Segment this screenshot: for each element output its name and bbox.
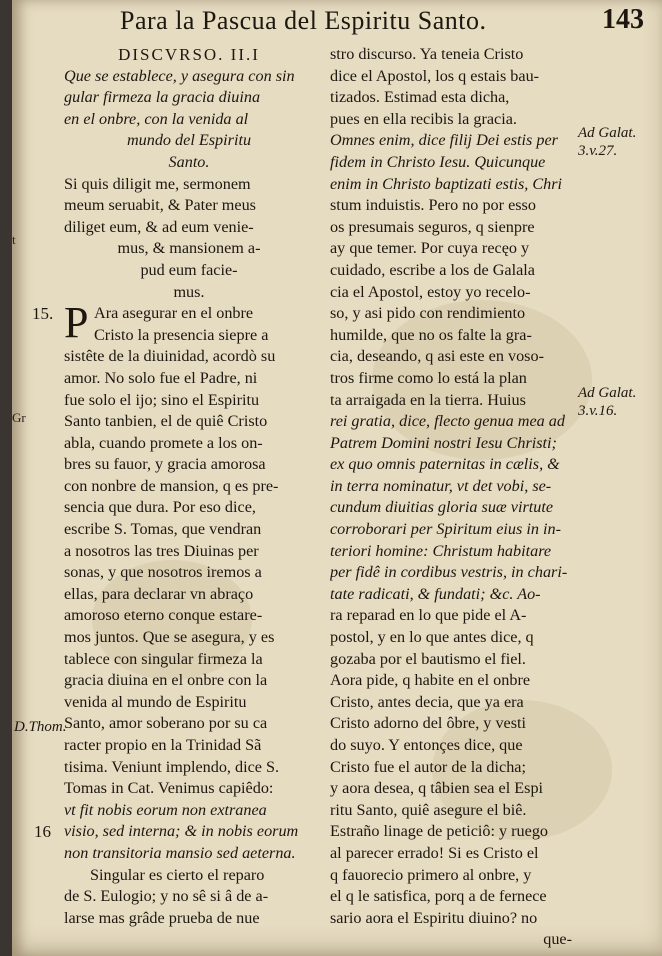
paragraph-line: gracia diuina en el onbre con la xyxy=(64,671,268,690)
book-page xyxy=(12,0,662,956)
paragraph-line: ta arraigada en la tierra. Huius xyxy=(330,390,526,409)
drop-cap: P xyxy=(64,298,89,348)
paragraph-line: Tomas in Cat. Venimus capiêdo: xyxy=(64,779,274,798)
paragraph-line: humilde, que no os falte la gra- xyxy=(330,325,532,344)
latin-epigraph xyxy=(64,174,314,304)
paragraph-line: dicе el Apostol, los q estais bau- xyxy=(330,66,540,85)
summary-line: mundo del Espiritu xyxy=(126,131,252,150)
margin-note-galat-1 xyxy=(578,124,636,160)
paragraph-line: cia, deseando, q asi este en voso- xyxy=(330,347,544,366)
paragraph-line: escribe S. Tomas, que vendran xyxy=(64,520,262,539)
summary-line: en el onbre, con la venida al xyxy=(64,109,249,128)
margin-note-ref: 3.v.27. xyxy=(578,143,618,159)
paragraph-line: q fauorecio primero al onbre, y xyxy=(330,865,532,884)
paragraph-line: Cristo fue el autor de la dicha; xyxy=(330,757,526,776)
paragraph-line: ay que temer. Por cuya recęo y xyxy=(330,239,530,258)
paragraph-line: sistête de la diuinidad, acordò su xyxy=(64,347,276,366)
left-column xyxy=(64,44,314,929)
paragraph-line: bres su fauor, y gracia amorosa xyxy=(64,455,266,474)
paragraph-line: sario aora el Espiritu diuino? no xyxy=(330,908,538,927)
paragraph-line: do suyo. Y entonçes dice, que xyxy=(330,736,523,754)
paragraph-line: Santo tanbien, el de quiê Cristo xyxy=(64,412,268,431)
paragraph-line: per fidê in cordibus vestris, in chari- xyxy=(330,563,568,582)
paragraph-line: al parecer errado! Si es Cristo el xyxy=(330,843,539,862)
paragraph-line: tate radicati, & fundati; &c. Ao- xyxy=(330,584,541,603)
paragraph-line: cia el Apostol, estoy yo recelo- xyxy=(330,282,531,301)
paragraph-line: cundum diuitias gloria suæ virtute xyxy=(330,498,554,517)
discourse-summary xyxy=(64,66,314,174)
paragraph-line: os presumais seguros, q sienpre xyxy=(330,217,535,236)
paragraph-line: amoroso eterno conque estare- xyxy=(64,606,263,625)
paragraph-line: rei gratia, dice, flecto genua mea ad xyxy=(330,412,565,431)
paragraph-line: mos juntos. Que se asegura, y es xyxy=(64,628,275,647)
paragraph-line: de S. Eulogio; y no sê si â de a- xyxy=(64,887,269,906)
paragraph-line: gozaba por el bautismo el fiel. xyxy=(330,649,526,668)
paragraph-line: Cristo adorno del ôbre, y vesti xyxy=(330,714,527,733)
discourse-heading: DISCVRSO. II.I xyxy=(118,45,260,64)
margin-note-label: Ad Galat. xyxy=(578,125,637,141)
paragraph-line: Cristo, antes decia, que ya era xyxy=(330,692,524,711)
paragraph-line: tizados. Estimad esta dicha, xyxy=(330,88,510,107)
paragraph-line: Aora pide, q habite en el onbre xyxy=(330,671,531,690)
paragraph-line: con nonbre de mansion, q es pre- xyxy=(64,476,279,495)
summary-line: Santo. xyxy=(168,152,210,171)
margin-note-ref: 3.v.16. xyxy=(578,403,618,419)
paragraph-line: corroborari per Spiritum eius in in- xyxy=(330,520,561,539)
paragraph-line: ritu Santo, quiê asegure el biê. xyxy=(330,800,527,819)
right-column xyxy=(330,44,572,951)
paragraph-line: a nosotros las tres Diuinas per xyxy=(64,541,259,560)
section-number-15: 15. xyxy=(32,304,54,323)
paragraph-line: Santo, amor soberano por su ca xyxy=(64,714,268,733)
paragraph-line: stum induistis. Pero no por esso xyxy=(330,196,536,215)
paragraph-line: y aora desea, q tâbien sea el Espi xyxy=(330,779,544,798)
epigraph-line: pud eum facie- xyxy=(140,260,238,279)
section-15 xyxy=(64,298,314,864)
paragraph-line: non transitoria mansio sed aeterna. xyxy=(64,843,296,862)
paragraph-line: tablece con singular firmeza la xyxy=(64,649,263,668)
paragraph-line: Cristo la presencia siepre a xyxy=(94,325,269,344)
paragraph-line: teriori homine: Christum habitare xyxy=(330,541,552,560)
epigraph-line: mus. xyxy=(173,282,205,301)
paragraph-line: ex quo omnis paternitas in cælis, & xyxy=(330,455,560,474)
paragraph-line: pues en ella recibis la gracia. xyxy=(330,109,517,128)
epigraph-line: meum seruabit, & Pater meus xyxy=(64,196,256,215)
paragraph-line: so, y asi pido con rendimiento xyxy=(330,304,526,323)
paragraph-line: fidem in Christo Iesu. Quicunque xyxy=(330,152,546,171)
paragraph-line: abla, cuando promete a los on- xyxy=(64,433,263,452)
paragraph-line: cuidado, escribe a los de Galala xyxy=(330,260,535,279)
epigraph-line: Si quis diligit me, sermonem xyxy=(64,174,251,193)
catchword: que- xyxy=(543,930,572,949)
paragraph-line: enim in Christo baptizati estis, Chri xyxy=(330,174,563,193)
section-number-16: 16 xyxy=(34,822,51,841)
margin-note-label: Ad Galat. xyxy=(578,385,637,401)
edge-fragment: Gr xyxy=(12,410,26,425)
margin-note-galat-2 xyxy=(578,384,636,420)
paragraph-line: larse mas grâde prueba de nue xyxy=(64,908,260,927)
paragraph-line: in terra nominatur, vt det vobi, se- xyxy=(330,476,552,495)
paragraph-line: vt fit nobis eorum non extranea xyxy=(64,800,267,819)
paragraph-line: tisima. Veniunt implendo, dice S. xyxy=(64,757,280,776)
paragraph-line: el q le satisfica, porq a de fernece xyxy=(330,887,547,906)
running-title: Para la Pascua del Espiritu Santo. xyxy=(120,6,487,35)
paragraph-line: sonas, y que nosotros iremos a xyxy=(64,563,262,582)
paragraph-line: Patrem Domini nostri Iesu Christi; xyxy=(330,433,557,452)
paragraph-line: fue solo el ijo; sino el Espiritu xyxy=(64,390,260,409)
paragraph-line: racter propio en la Trinidad Sã xyxy=(64,736,262,754)
paragraph-line: venida al mundo de Espiritu xyxy=(64,692,247,711)
margin-note-thom: D.Thom. xyxy=(14,719,67,735)
paragraph-line: Omnes enim, dice filij Dei estis per xyxy=(330,131,558,150)
paragraph-line: ellas, para declarar vn abraço xyxy=(64,584,254,603)
summary-line: Que se establece, y asegura con sin xyxy=(64,66,295,85)
paragraph-line: Ara asegurar en el onbre xyxy=(94,304,254,323)
paragraph-line: tros firme como lo está la plan xyxy=(330,368,527,387)
summary-line: gular firmeza la gracia diuina xyxy=(64,88,261,107)
paragraph-line: visio, sed interna; & in nobis eorum xyxy=(64,822,299,841)
edge-fragment: t xyxy=(12,232,16,247)
folio-number: 143 xyxy=(602,4,644,35)
paragraph-line: stro discurso. Ya tenеia Cristo xyxy=(330,45,524,63)
section-16 xyxy=(64,865,314,930)
paragraph-line: postol, y en lo que antes dice, q xyxy=(330,628,534,647)
paragraph-line: Singular es cierto el reparo xyxy=(90,865,265,884)
paragraph-line: amor. No solo fue el Padre, ni xyxy=(64,368,258,387)
paragraph-line: sencia que dura. Por eso dice, xyxy=(64,498,256,517)
epigraph-line: diliget eum, & ad eum venie- xyxy=(64,217,254,236)
paragraph-line: ra reparad en lo que pide el A- xyxy=(330,606,527,625)
epigraph-line: mus, & mansionem a- xyxy=(117,239,261,258)
paragraph-line: Estraño linage de peticiô: y ruego xyxy=(330,822,549,841)
